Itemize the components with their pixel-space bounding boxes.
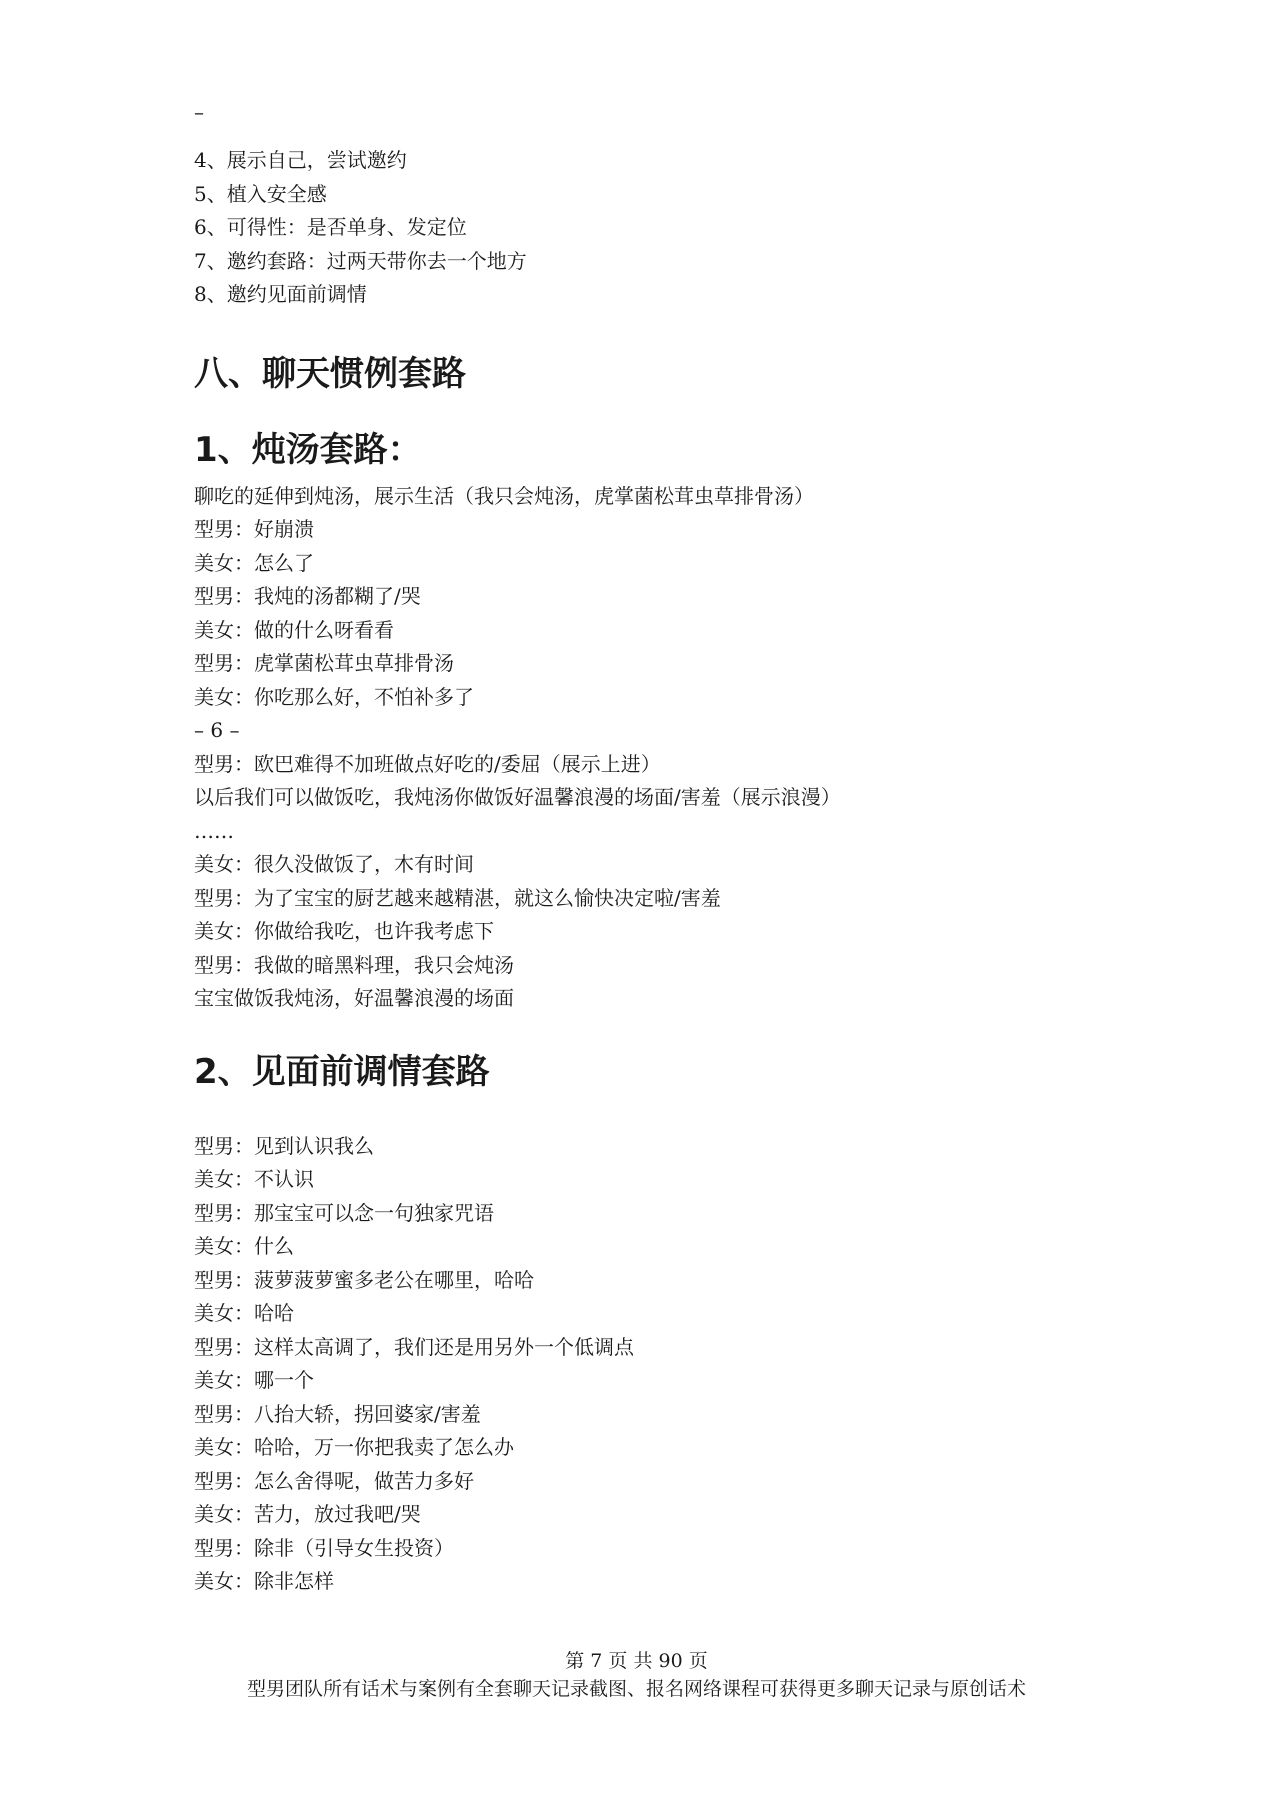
text-line: 美女：不认识 — [194, 1167, 314, 1191]
page-content — [194, 100, 1094, 1599]
list-item: 8、邀约见面前调情 — [194, 282, 367, 306]
text-line: 美女：怎么了 — [194, 550, 314, 575]
text-line: 美女：做的什么呀看看 — [194, 617, 394, 642]
subsection-1-body — [194, 480, 1094, 1016]
list-item: 7、邀约套路：过两天带你去一个地方 — [194, 248, 527, 273]
text-line: 型男：这样太高调了，我们还是用另外一个低调点 — [194, 1334, 634, 1359]
subsection-title-1: 1、炖汤套路： — [194, 429, 422, 470]
text-line: 型男：我炖的汤都糊了/哭 — [194, 584, 421, 608]
text-line: 型男：见到认识我么 — [194, 1133, 374, 1158]
text-line: 宝宝做饭我炖汤，好温馨浪漫的场面 — [194, 986, 514, 1010]
ellipsis-line: …… — [194, 818, 234, 843]
text-line: 美女：哪一个 — [194, 1368, 314, 1392]
text-line: 型男：怎么舍得呢，做苦力多好 — [194, 1468, 474, 1493]
subsection-2-body — [194, 1130, 1094, 1599]
text-line: 美女：苦力，放过我吧/哭 — [194, 1502, 421, 1526]
text-line: 型男：八抬大轿，拐回婆家/害羞 — [194, 1401, 481, 1426]
text-line: 型男：虎掌菌松茸虫草排骨汤 — [194, 651, 454, 675]
text-line: 美女：你做给我吃，也许我考虑下 — [194, 919, 494, 943]
section-title: 八、聊天惯例套路 — [194, 353, 466, 394]
footer-page-info: 第 7 页 共 90 页 — [565, 1650, 708, 1672]
text-line: 型男：除非（引导女生投资） — [194, 1535, 454, 1560]
list-item: 6、可得性：是否单身、发定位 — [194, 215, 467, 239]
text-line: 型男：菠萝菠萝蜜多老公在哪里，哈哈 — [194, 1267, 534, 1292]
inline-page-mark: – 6 – — [194, 718, 240, 742]
text-line: 美女：很久没做饭了，木有时间 — [194, 852, 474, 876]
text-line: 美女：除非怎样 — [194, 1569, 334, 1593]
list-item: 4、展示自己，尝试邀约 — [194, 148, 407, 172]
text-line: 型男：好崩溃 — [194, 517, 314, 541]
text-line: 型男：那宝宝可以念一句独家咒语 — [194, 1200, 494, 1225]
text-line: 聊吃的延伸到炖汤，展示生活（我只会炖汤，虎掌菌松茸虫草排骨汤） — [194, 483, 814, 508]
text-line: 美女：什么 — [194, 1234, 294, 1258]
text-line: 美女：哈哈，万一你把我卖了怎么办 — [194, 1435, 514, 1459]
top-mark: – — [194, 100, 204, 124]
text-line: 型男：欧巴难得不加班做点好吃的/委屈（展示上进） — [194, 751, 661, 776]
list-block — [194, 144, 1094, 312]
text-line: 以后我们可以做饭吃，我炖汤你做饭好温馨浪漫的场面/害羞（展示浪漫） — [194, 785, 841, 809]
text-line: 型男：我做的暗黑料理，我只会炖汤 — [194, 952, 514, 977]
subsection-title-2: 2、见面前调情套路 — [194, 1051, 490, 1092]
footer-note: 型男团队所有话术与案例有全套聊天记录截图、报名网络课程可获得更多聊天记录与原创话术 — [246, 1678, 1026, 1700]
text-line: 型男：为了宝宝的厨艺越来越精湛，就这么愉快决定啦/害羞 — [194, 885, 721, 910]
list-item: 5、植入安全感 — [194, 181, 327, 206]
text-line: 美女：哈哈 — [194, 1301, 294, 1325]
text-line: 美女：你吃那么好，不怕补多了 — [194, 684, 474, 709]
